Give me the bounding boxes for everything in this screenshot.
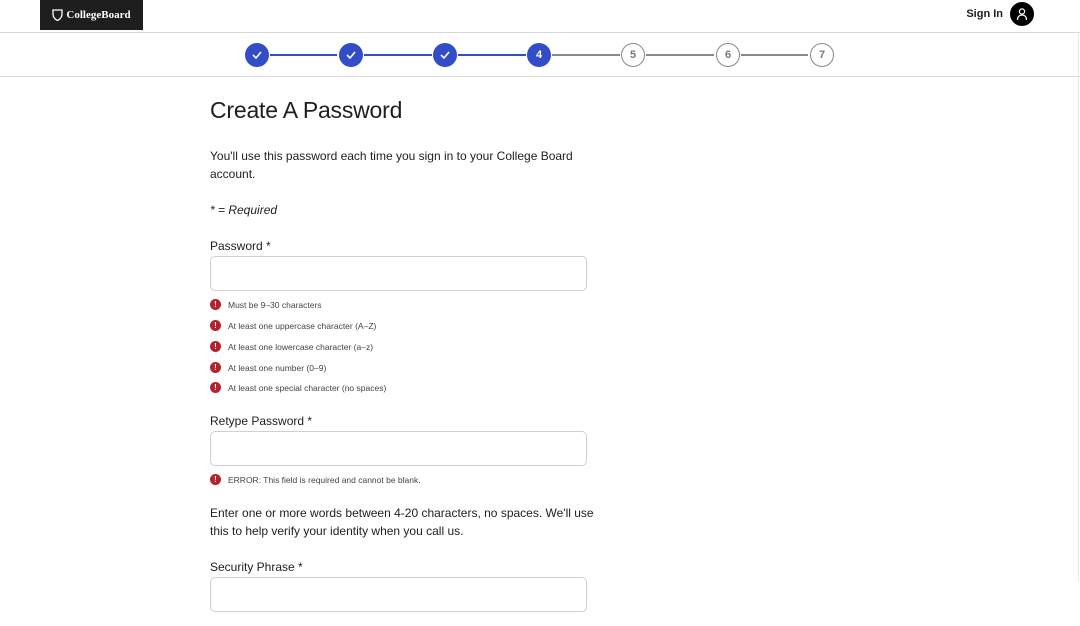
sign-in-link[interactable]: Sign In [966,8,1003,20]
password-rule [210,382,386,393]
password-rule [210,299,322,310]
password-rule [210,320,376,331]
error-icon: ! [210,362,221,373]
step-1-complete [245,43,269,67]
password-label: Password * [210,239,271,253]
retype-password-label: Retype Password * [210,414,313,428]
checkmark-icon [346,51,356,59]
retype-password-input[interactable] [210,431,587,466]
retype-error-message [210,474,421,485]
required-note: * = Required [210,203,278,217]
logo-text: CollegeBoard [66,9,131,21]
step-connector [270,54,337,56]
step-connector [741,54,808,56]
rule-text: At least one lowercase character (a–z) [228,341,374,352]
step-connector [552,54,620,56]
collegeboard-logo[interactable] [40,0,143,30]
step-2-complete [339,43,363,67]
step-7: 7 [810,43,834,67]
user-icon[interactable] [1010,2,1034,26]
password-rule [210,341,373,352]
checkmark-icon [252,51,262,59]
step-3-complete [433,43,457,67]
error-icon: ! [210,474,221,485]
step-connector [646,54,714,56]
security-phrase-help: Enter one or more words between 4-20 characters, no spaces. We'll use this to help verify your identity when you call us. [210,506,594,538]
error-icon: ! [210,299,221,310]
step-5: 5 [621,43,645,67]
rule-text: At least one uppercase character (A–Z) [228,320,377,331]
error-text: ERROR: This field is required and cannot be blank. [228,474,421,485]
step-4-current: 4 [527,43,551,67]
rule-text: At least one number (0–9) [228,362,327,373]
security-phrase-input[interactable] [210,577,587,612]
acorn-icon [52,9,63,21]
password-rule [210,362,326,373]
page-title: Create A Password [210,97,403,123]
step-6: 6 [716,43,740,67]
rule-text: At least one special character (no spaces) [228,382,387,393]
rule-text: Must be 9–30 characters [228,299,322,310]
step-connector [364,54,432,56]
error-icon: ! [210,382,221,393]
step-connector [458,54,526,56]
top-nav [0,0,1080,33]
password-input[interactable] [210,256,587,291]
error-icon: ! [210,320,221,331]
intro-text: You'll use this password each time you sign in to your College Board account. [210,149,573,181]
security-phrase-label: Security Phrase * [210,560,303,574]
progress-stepper [0,33,1080,77]
checkmark-icon [440,51,450,59]
page-divider [1078,32,1079,582]
error-icon: ! [210,341,221,352]
